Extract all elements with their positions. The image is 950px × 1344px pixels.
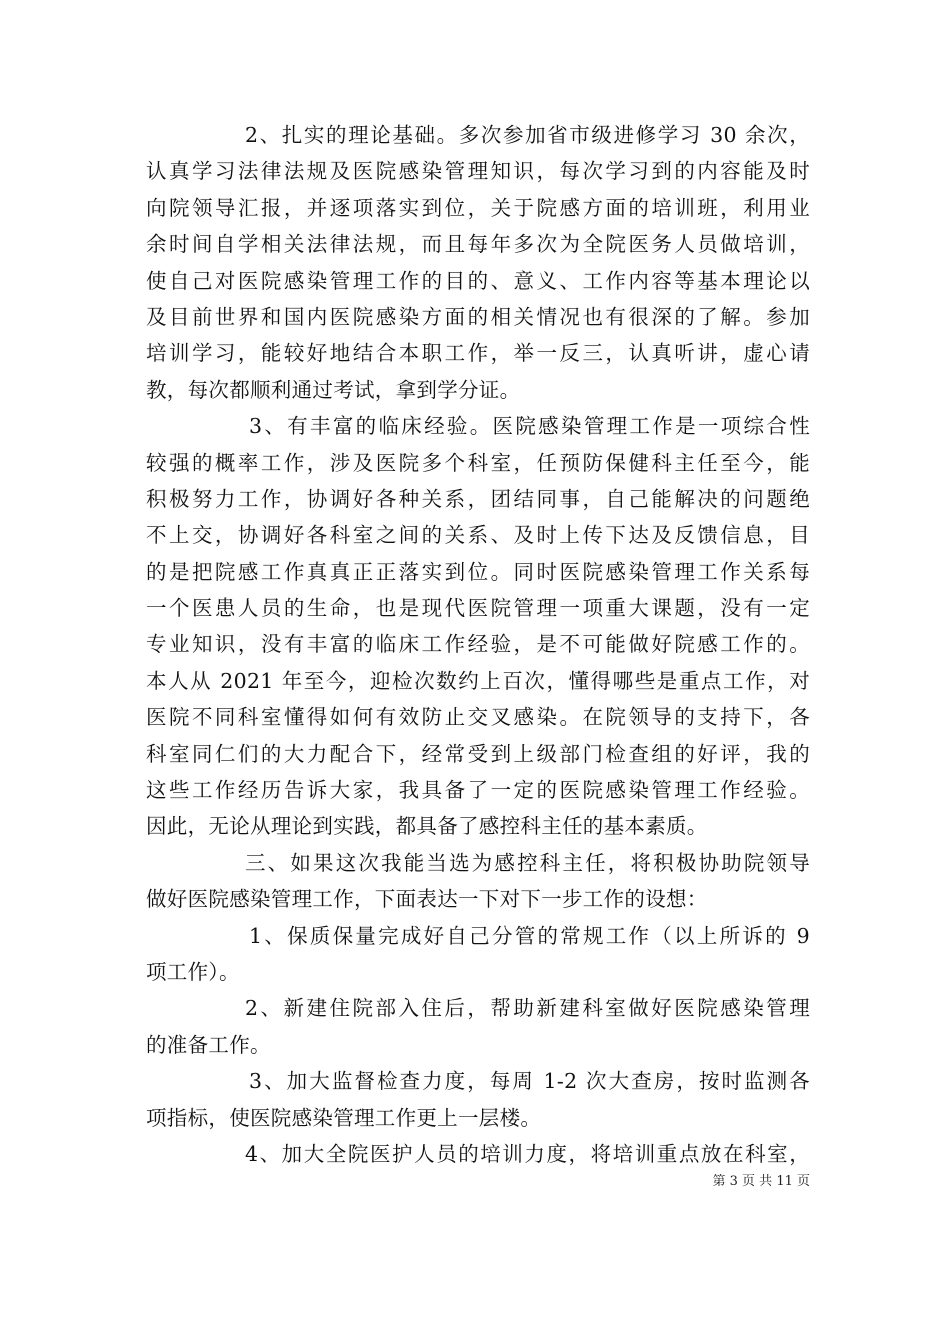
text-line: 这些工作经历告诉大家，我具备了一定的医院感染管理工作经验。 [146,778,810,803]
text-line: 1、保质保量完成好自己分管的常规工作（以上所诉的 9 [249,923,810,948]
text-line: 积极努力工作，协调好各种关系，团结同事，自己能解决的问题绝 [146,486,810,511]
text-line: 2、新建住院部入住后，帮助新建科室做好医院感染管理 [245,996,810,1021]
text-line: 2、扎实的理论基础。多次参加省市级进修学习 30 余次， [245,123,810,147]
text-line: 一个医患人员的生命，也是现代医院管理一项重大课题，没有一定 [146,596,810,621]
text-line: 本人从 2021 年至今，迎检次数约上百次，懂得哪些是重点工作，对 [146,668,810,693]
text-line: 做好医院感染管理工作，下面表达一下对下一步工作的设想： [146,887,708,912]
text-line: 项指标，使医院感染管理工作更上一层楼。 [146,1105,542,1130]
text-line: 3、有丰富的临床经验。医院感染管理工作是一项综合性 [249,414,810,439]
text-line: 认真学习法律法规及医院感染管理知识，每次学习到的内容能及时 [146,159,810,184]
text-line: 4、加大全院医护人员的培训力度，将培训重点放在科室， [245,1141,810,1166]
text-line: 及目前世界和国内医院感染方面的相关情况也有很深的了解。参加 [146,304,810,329]
text-line: 的是把院感工作真真正正落实到位。同时医院感染管理工作关系每 [146,559,810,584]
text-line: 余时间自学相关法律法规，而且每年多次为全院医务人员做培训， [146,232,810,257]
text-line: 专业知识，没有丰富的临床工作经验，是不可能做好院感工作的。 [146,632,810,657]
document-body [146,117,810,1172]
text-line: 项工作）。 [146,959,240,984]
text-line: 的准备工作。 [146,1032,271,1057]
text-line: 科室同仁们的大力配合下，经常受到上级部门检查组的好评，我的 [146,741,810,766]
text-line: 不上交，协调好各科室之间的关系、及时上传下达及反馈信息，目 [146,523,810,548]
page-number: 第 3 页 共 11 页 [712,1174,810,1189]
text-line: 3、加大监督检查力度，每周 1-2 次大查房，按时监测各 [249,1069,810,1094]
text-line: 较强的概率工作，涉及医院多个科室，任预防保健科主任至今，能 [146,450,810,475]
text-line: 教，每次都顺利通过考试，拿到学分证。 [146,377,521,402]
text-line: 培训学习，能较好地结合本职工作，举一反三，认真听讲，虚心请 [146,341,810,366]
text-line: 医院不同科室懂得如何有效防止交叉感染。在院领导的支持下，各 [146,705,810,730]
text-line: 三、如果这次我能当选为感控科主任，将积极协助院领导 [245,850,810,875]
text-line: 使自己对医院感染管理工作的目的、意义、工作内容等基本理论以 [146,268,810,293]
text-line: 因此，无论从理论到实践，都具备了感控科主任的基本素质。 [146,814,708,839]
text-line: 向院领导汇报，并逐项落实到位，关于院感方面的培训班，利用业 [146,195,810,220]
